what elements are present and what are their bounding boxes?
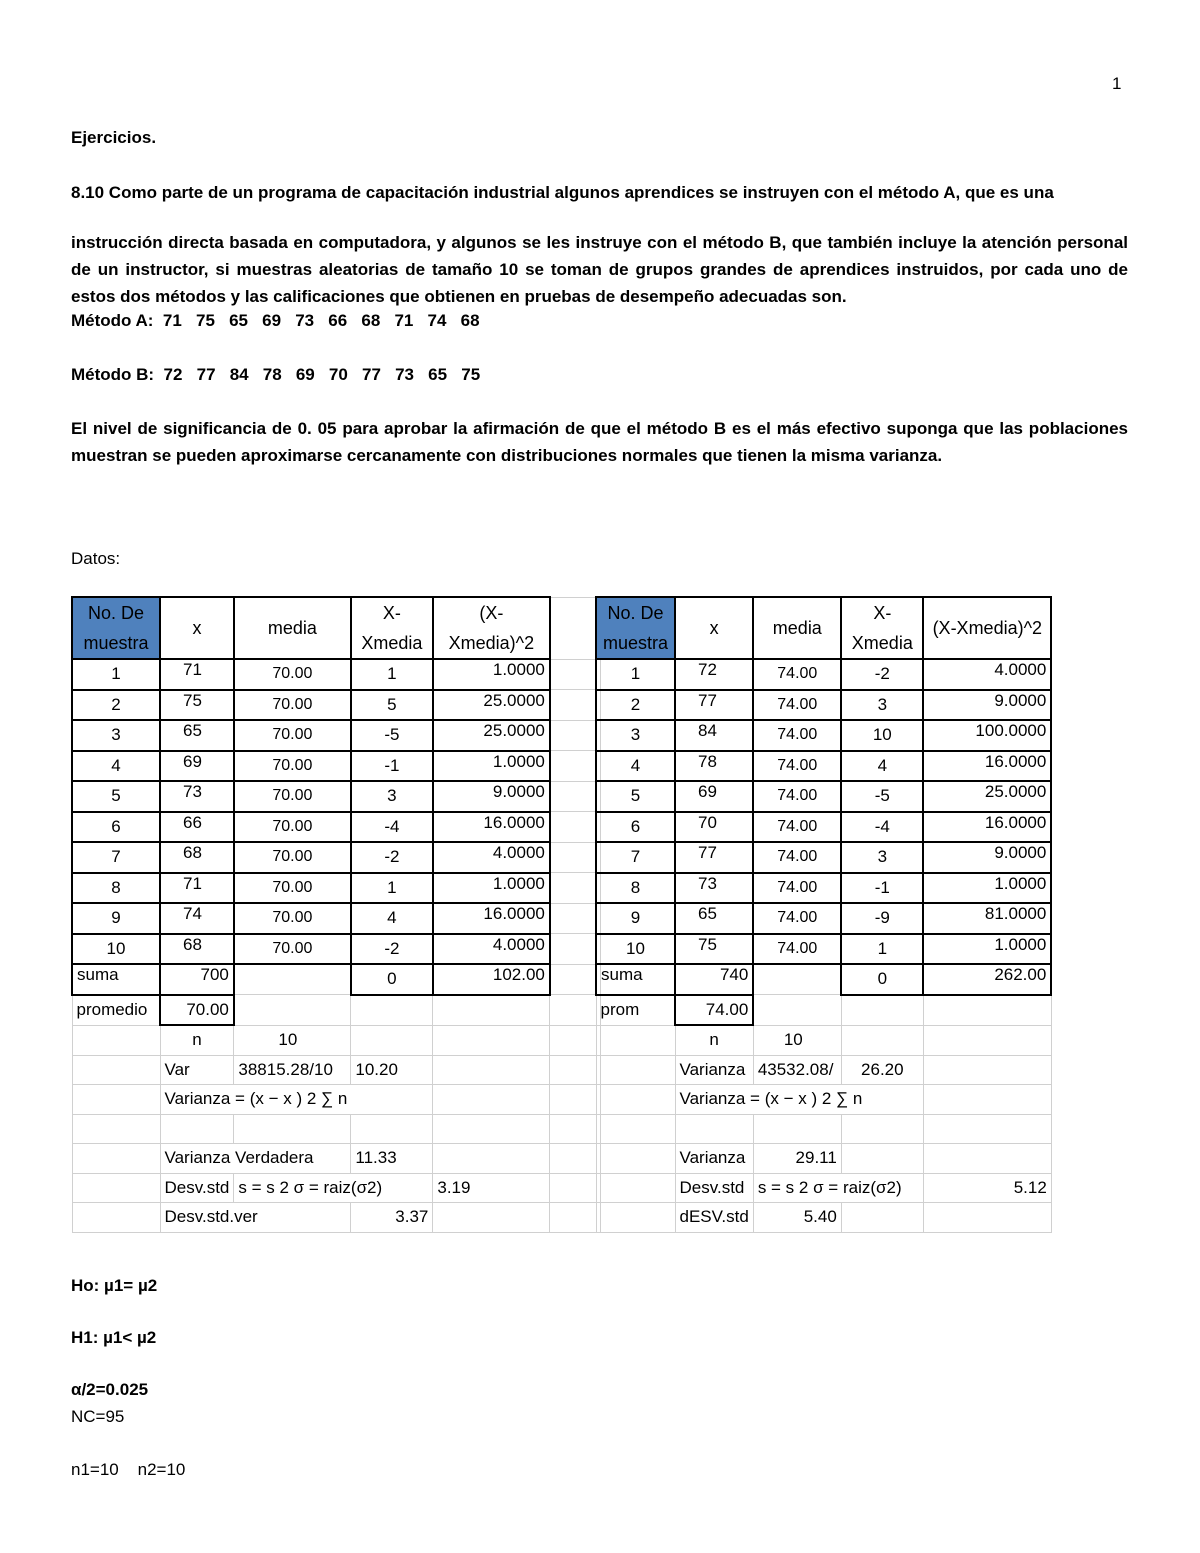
table-cell: 4.0000 bbox=[433, 842, 550, 873]
n-row: n 10 bbox=[596, 1025, 1051, 1055]
table-cell: 1.0000 bbox=[433, 873, 550, 904]
table-cell: 4 bbox=[596, 751, 675, 782]
table-cell: 66 bbox=[160, 812, 234, 843]
table-row bbox=[72, 842, 601, 873]
table-cell: 10 bbox=[72, 934, 160, 965]
std-row: Desv.std s = s 2 σ = raiz(σ2) 5.12 bbox=[596, 1173, 1051, 1203]
table-cell: 9.0000 bbox=[923, 842, 1051, 873]
table-cell: -1 bbox=[841, 873, 923, 904]
table-row bbox=[596, 873, 1051, 904]
table-cell: 10 bbox=[596, 934, 675, 965]
table-cell: 1 bbox=[596, 659, 675, 690]
std-row: Desv.std s = s 2 σ = raiz(σ2) 3.19 bbox=[72, 1173, 601, 1203]
sum-row: suma 700 0 102.00 bbox=[72, 964, 601, 995]
table-cell: 70.00 bbox=[234, 659, 351, 690]
table-cell: -4 bbox=[841, 812, 923, 843]
true-std-row: dESV.std 5.40 bbox=[596, 1203, 1051, 1233]
table-cell: 81.0000 bbox=[923, 903, 1051, 934]
table-cell: 74 bbox=[160, 903, 234, 934]
table-cell: 77 bbox=[675, 690, 753, 721]
table-cell: 6 bbox=[596, 812, 675, 843]
table-cell: 70.00 bbox=[234, 903, 351, 934]
table-cell: 3 bbox=[596, 720, 675, 751]
table-row bbox=[596, 934, 1051, 965]
table-row bbox=[72, 934, 601, 965]
table-cell: 4 bbox=[72, 751, 160, 782]
table-cell: 68 bbox=[160, 842, 234, 873]
header-cell: X-Xmedia bbox=[351, 597, 433, 659]
table-cell: 77 bbox=[675, 842, 753, 873]
table-cell: 4.0000 bbox=[923, 659, 1051, 690]
table-cell: 7 bbox=[596, 842, 675, 873]
table-cell: 70.00 bbox=[234, 873, 351, 904]
table-cell: 5 bbox=[596, 781, 675, 812]
table-row bbox=[72, 781, 601, 812]
table-cell: 65 bbox=[675, 903, 753, 934]
table-cell: 70.00 bbox=[234, 720, 351, 751]
table-row bbox=[72, 751, 601, 782]
table-row bbox=[72, 720, 601, 751]
header-cell: x bbox=[160, 597, 234, 659]
n-row: n 10 bbox=[72, 1025, 601, 1055]
table-cell: 9 bbox=[596, 903, 675, 934]
table-metodo-a bbox=[71, 596, 601, 1233]
table-cell: -1 bbox=[351, 751, 433, 782]
header-cell: No. De muestra bbox=[72, 597, 160, 659]
header-cell: (X-Xmedia)^2 bbox=[433, 597, 550, 659]
variance-row: Varianza 43532.08/ 26.20 bbox=[596, 1055, 1051, 1085]
average-row: promedio 70.00 bbox=[72, 995, 601, 1026]
table-row bbox=[596, 720, 1051, 751]
table-cell: 8 bbox=[596, 873, 675, 904]
table-cell: 1.0000 bbox=[433, 659, 550, 690]
table-row bbox=[596, 659, 1051, 690]
table-cell: 3 bbox=[351, 781, 433, 812]
table-cell: 1.0000 bbox=[433, 751, 550, 782]
table-cell: 74.00 bbox=[753, 690, 841, 721]
table-cell: 74.00 bbox=[753, 873, 841, 904]
table-cell: 70.00 bbox=[234, 812, 351, 843]
table-cell: 74.00 bbox=[753, 751, 841, 782]
average-row: prom 74.00 bbox=[596, 995, 1051, 1026]
table-row bbox=[596, 781, 1051, 812]
table-cell: 70.00 bbox=[234, 751, 351, 782]
table-cell: 75 bbox=[160, 690, 234, 721]
table-cell: 9.0000 bbox=[923, 690, 1051, 721]
table-cell: 74.00 bbox=[753, 720, 841, 751]
table-cell: 84 bbox=[675, 720, 753, 751]
table-cell: -9 bbox=[841, 903, 923, 934]
table-cell: 16.0000 bbox=[433, 812, 550, 843]
table-cell: -2 bbox=[351, 934, 433, 965]
table-cell: 7 bbox=[72, 842, 160, 873]
table-cell: 74.00 bbox=[753, 903, 841, 934]
table-cell: 25.0000 bbox=[433, 690, 550, 721]
metodo-b: Método B: 72 77 84 78 69 70 77 73 65 75 bbox=[71, 365, 481, 384]
formula-row: Varianza = (x − x ) 2 ∑ n bbox=[72, 1085, 601, 1115]
table-cell: 6 bbox=[72, 812, 160, 843]
hypothesis-h1: H1: µ1< µ2 bbox=[71, 1328, 157, 1347]
table-cell: 4.0000 bbox=[433, 934, 550, 965]
metodo-a: Método A: 71 75 65 69 73 66 68 71 74 68 bbox=[71, 311, 480, 330]
table-cell: 74.00 bbox=[753, 781, 841, 812]
table-cell: 70.00 bbox=[234, 690, 351, 721]
hypothesis-h0: Ho: µ1= µ2 bbox=[71, 1276, 158, 1295]
table-cell: 2 bbox=[72, 690, 160, 721]
header-cell: media bbox=[753, 597, 841, 659]
problem-line2: instrucción directa basada en computadora, y algunos se les instruye con el método B, que también incluye la atención personal de un instructor, si muestras aleatorias de tamaño 10 se toman de grupos grandes de aprendices instruidos, por cada uno de estos dos métodos y las calificaciones que obtienen en pruebas de desempeño adecuadas son. bbox=[71, 233, 1128, 306]
confidence-level: NC=95 bbox=[71, 1407, 125, 1426]
table-cell: -2 bbox=[351, 842, 433, 873]
table-cell: 74.00 bbox=[753, 934, 841, 965]
page-number: 1 bbox=[1112, 74, 1122, 93]
table-cell: 70.00 bbox=[234, 934, 351, 965]
table-cell: -2 bbox=[841, 659, 923, 690]
problem-line1: 8.10 Como parte de un programa de capacitación industrial algunos aprendices se instruyen con el método A, que es una bbox=[71, 183, 1054, 202]
table-cell: 25.0000 bbox=[433, 720, 550, 751]
sum-row: suma 740 0 262.00 bbox=[596, 964, 1051, 995]
significance-text: El nivel de significancia de 0. 05 para aprobar la afirmación de que el método B es el más efectivo suponga que las poblaciones muestran se pueden aproximarse cercanamente con distribuciones normales que tienen la misma varianza. bbox=[71, 419, 1128, 465]
header-cell: No. De muestra bbox=[596, 597, 675, 659]
table-cell: 73 bbox=[675, 873, 753, 904]
header-cell: (X-Xmedia)^2 bbox=[923, 597, 1051, 659]
alpha-value: α/2=0.025 bbox=[71, 1380, 149, 1399]
table-cell: 1.0000 bbox=[923, 873, 1051, 904]
table-metodo-b bbox=[595, 596, 1052, 1233]
table-cell: 1 bbox=[72, 659, 160, 690]
table-cell: 5 bbox=[351, 690, 433, 721]
table-row bbox=[72, 812, 601, 843]
table-cell: 1 bbox=[351, 873, 433, 904]
table-cell: 70.00 bbox=[234, 842, 351, 873]
table-row bbox=[72, 873, 601, 904]
datos-label: Datos: bbox=[71, 549, 121, 568]
table-cell: 68 bbox=[160, 934, 234, 965]
table-cell: -5 bbox=[841, 781, 923, 812]
table-cell: 78 bbox=[675, 751, 753, 782]
table-cell: 74.00 bbox=[753, 842, 841, 873]
true-variance-row: Varianza Verdadera 11.33 bbox=[72, 1144, 601, 1174]
true-std-row: Desv.std.ver 3.37 bbox=[72, 1203, 601, 1233]
table-cell: 8 bbox=[72, 873, 160, 904]
sample-sizes: n1=10 n2=10 bbox=[71, 1460, 186, 1479]
table-cell: 3 bbox=[841, 842, 923, 873]
table-cell: 71 bbox=[160, 873, 234, 904]
table-cell: 1 bbox=[841, 934, 923, 965]
variance-row: Var 38815.28/10 10.20 bbox=[72, 1055, 601, 1085]
table-cell: 16.0000 bbox=[433, 903, 550, 934]
table-cell: 100.0000 bbox=[923, 720, 1051, 751]
formula-row: Varianza = (x − x ) 2 ∑ n bbox=[596, 1085, 1051, 1115]
table-cell: 70.00 bbox=[234, 781, 351, 812]
table-cell: 3 bbox=[841, 690, 923, 721]
table-cell: 4 bbox=[351, 903, 433, 934]
table-cell: 72 bbox=[675, 659, 753, 690]
table-cell: 70 bbox=[675, 812, 753, 843]
header-cell: media bbox=[234, 597, 351, 659]
table-cell: 69 bbox=[675, 781, 753, 812]
table-cell: 71 bbox=[160, 659, 234, 690]
table-cell: -5 bbox=[351, 720, 433, 751]
table-row bbox=[72, 659, 601, 690]
table-row bbox=[596, 690, 1051, 721]
table-cell: 9.0000 bbox=[433, 781, 550, 812]
table-row bbox=[596, 842, 1051, 873]
table-row bbox=[72, 690, 601, 721]
true-variance-row: Varianza 29.11 bbox=[596, 1144, 1051, 1174]
table-cell: 1.0000 bbox=[923, 934, 1051, 965]
table-cell: 25.0000 bbox=[923, 781, 1051, 812]
table-cell: 69 bbox=[160, 751, 234, 782]
table-row bbox=[596, 751, 1051, 782]
table-cell: -4 bbox=[351, 812, 433, 843]
table-cell: 3 bbox=[72, 720, 160, 751]
table-cell: 74.00 bbox=[753, 659, 841, 690]
table-cell: 1 bbox=[351, 659, 433, 690]
table-row bbox=[596, 903, 1051, 934]
table-cell: 5 bbox=[72, 781, 160, 812]
table-cell: 73 bbox=[160, 781, 234, 812]
table-cell: 10 bbox=[841, 720, 923, 751]
header-cell: X-Xmedia bbox=[841, 597, 923, 659]
table-row bbox=[596, 812, 1051, 843]
page-title: Ejercicios. bbox=[71, 128, 157, 147]
table-cell: 2 bbox=[596, 690, 675, 721]
table-cell: 16.0000 bbox=[923, 751, 1051, 782]
table-cell: 74.00 bbox=[753, 812, 841, 843]
table-row bbox=[72, 903, 601, 934]
table-cell: 75 bbox=[675, 934, 753, 965]
table-cell: 65 bbox=[160, 720, 234, 751]
table-cell: 4 bbox=[841, 751, 923, 782]
table-cell: 16.0000 bbox=[923, 812, 1051, 843]
header-cell: x bbox=[675, 597, 753, 659]
table-cell: 9 bbox=[72, 903, 160, 934]
